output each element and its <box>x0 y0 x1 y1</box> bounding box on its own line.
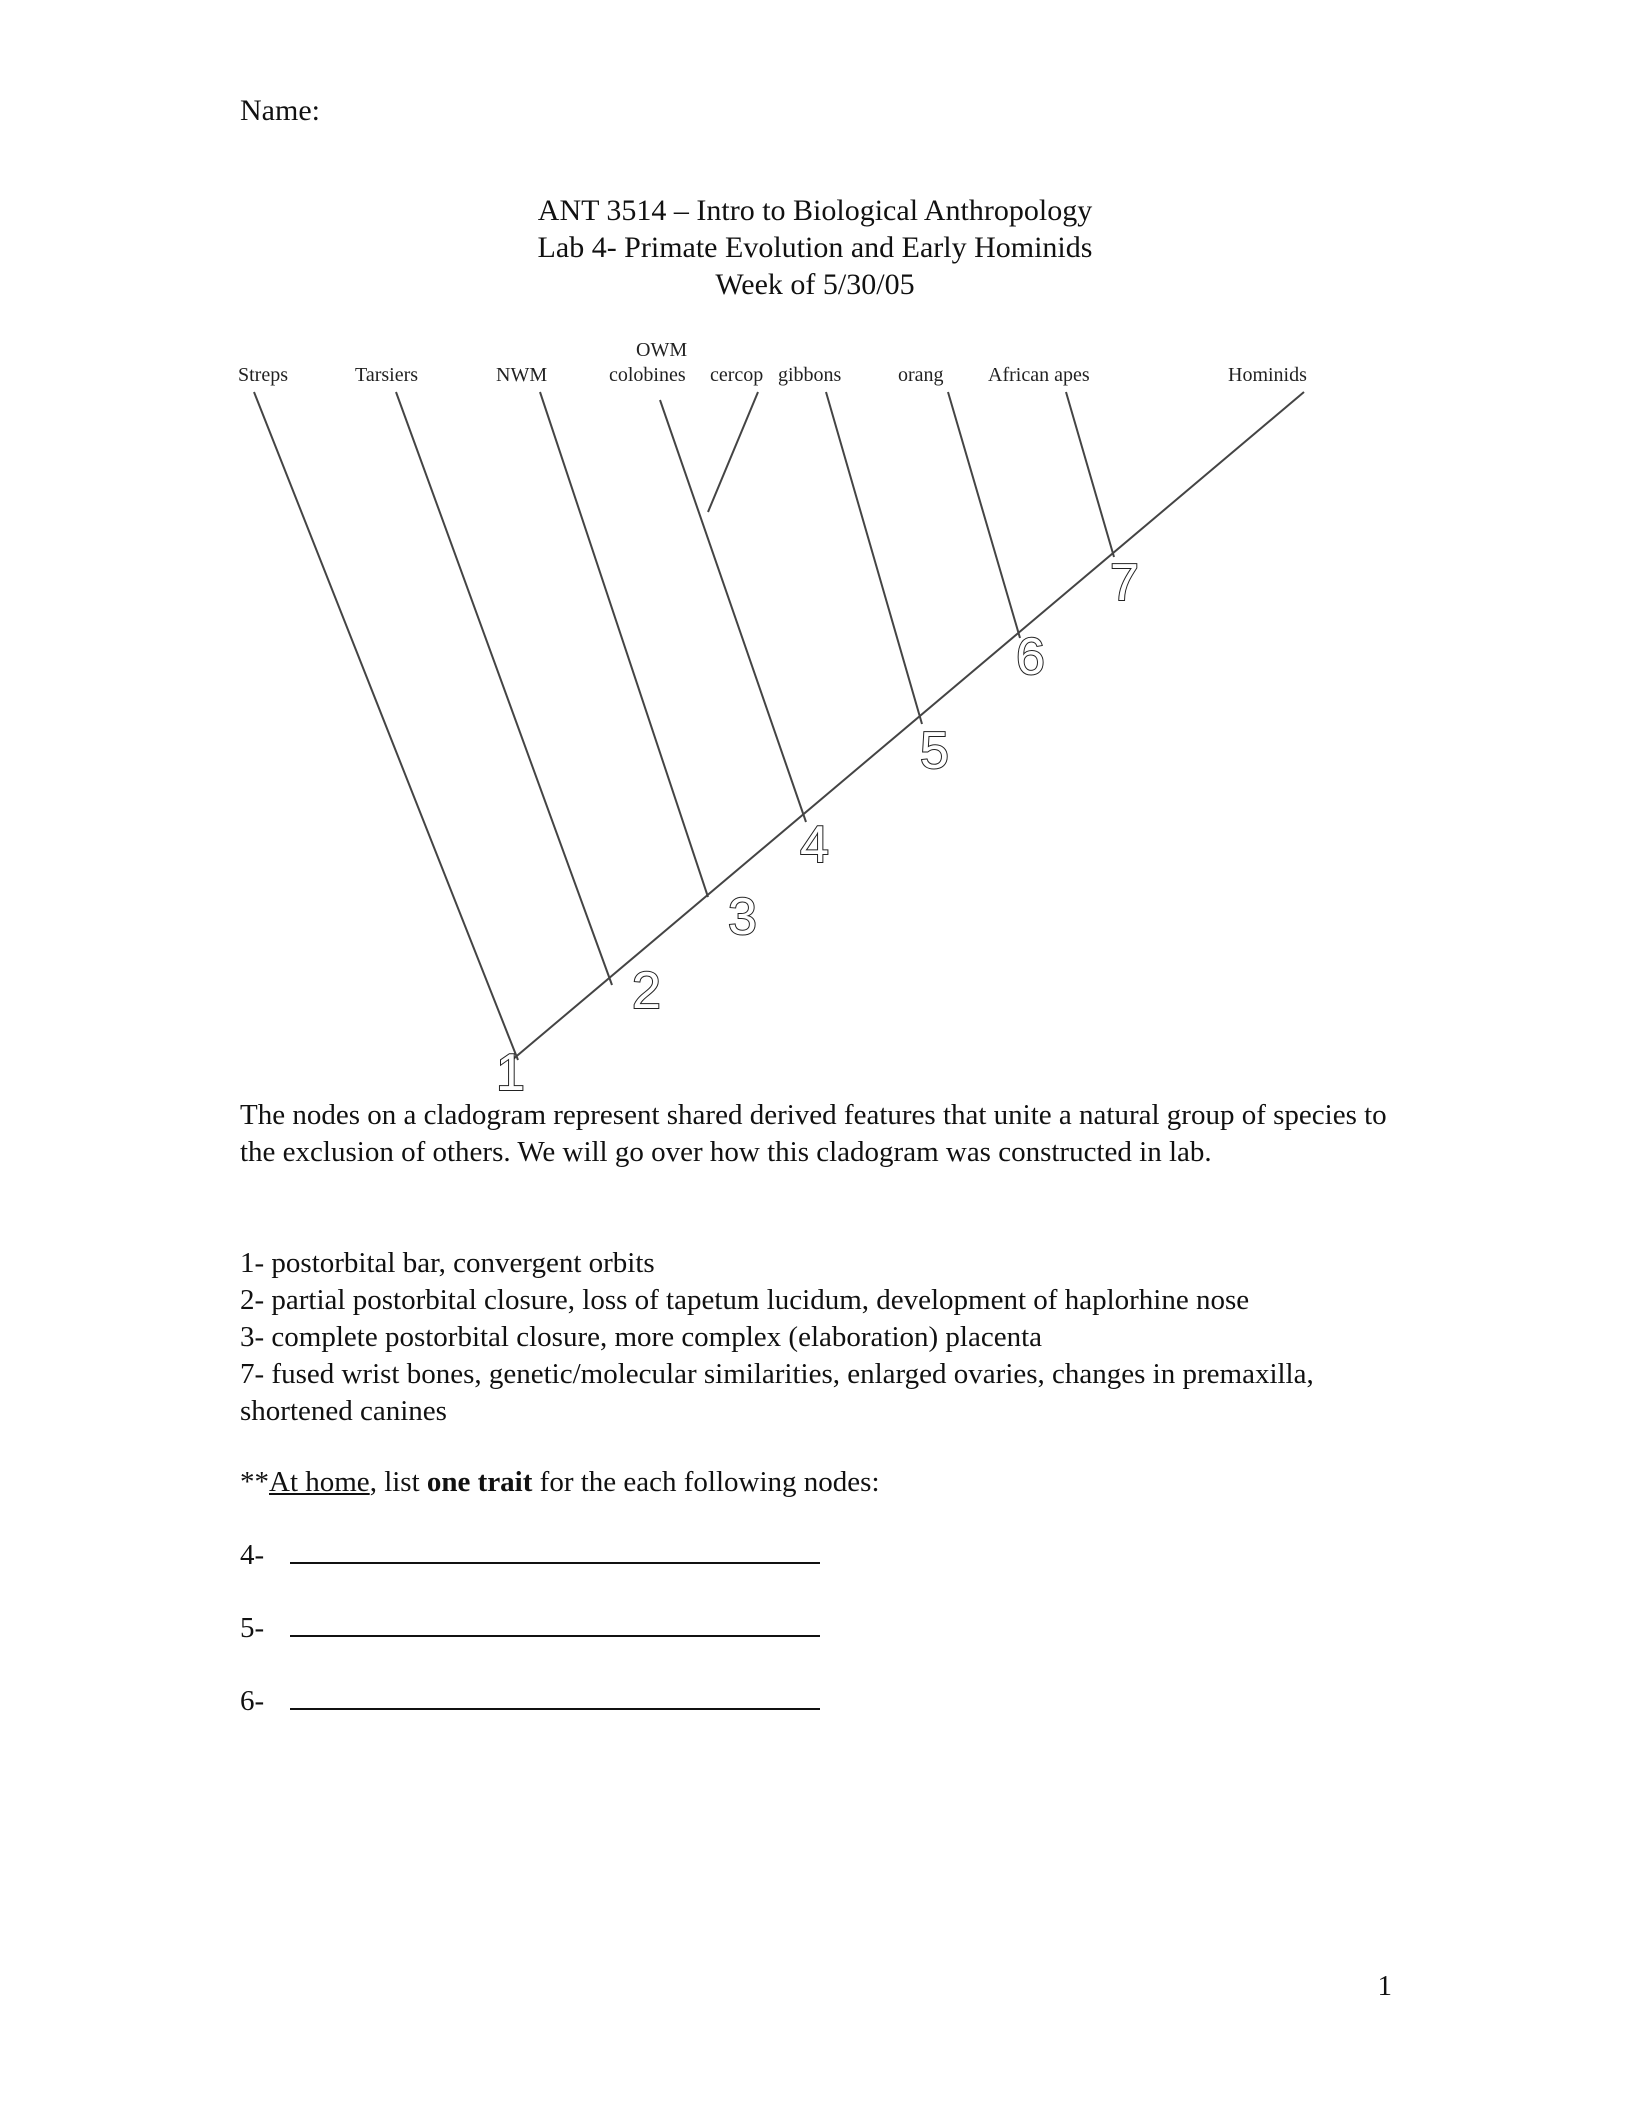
branch-african-apes <box>1066 392 1114 557</box>
main-stem <box>512 392 1304 1060</box>
taxon-label: Hominids <box>1228 364 1307 386</box>
branch-tarsiers <box>396 392 612 985</box>
taxon-label: Tarsiers <box>355 364 419 386</box>
answer-blank-line[interactable] <box>290 1538 820 1564</box>
taxon-label: gibbons <box>778 364 842 386</box>
trait-item: 2- partial postorbital closure, loss of tapetum lucidum, development of haplorhine nose <box>240 1284 1250 1316</box>
branch-streps <box>254 392 518 1060</box>
title-line-lab: Lab 4- Primate Evolution and Early Hominids <box>537 231 1093 264</box>
title-line-course: ANT 3514 – Intro to Biological Anthropology <box>537 194 1093 227</box>
homework-at-home: At home <box>269 1466 370 1498</box>
homework-bold: one trait <box>426 1466 533 1498</box>
node-number: 1 <box>496 1044 525 1100</box>
page-number: 1 <box>1377 1970 1392 2002</box>
answer-blank-line[interactable] <box>290 1611 820 1637</box>
node-traits-list <box>240 1245 1390 1430</box>
branch-owm <box>660 400 806 822</box>
answer-blank-line[interactable] <box>290 1684 820 1710</box>
branch-orang <box>948 392 1020 638</box>
title-line-week: Week of 5/30/05 <box>715 268 915 301</box>
taxon-label: OWM <box>636 339 688 361</box>
intro-paragraph: The nodes on a cladogram represent shared derived features that unite a natural group of species to the exclusion of others. We will go over how this cladogram was constructed in lab. <box>240 1099 1387 1168</box>
answer-label: 4- <box>240 1539 265 1571</box>
homework-suffix: for the each following nodes: <box>532 1466 880 1498</box>
node-number: 2 <box>632 962 661 1020</box>
node-number: 3 <box>728 888 757 946</box>
answer-label: 5- <box>240 1612 265 1644</box>
node-number: 6 <box>1016 628 1045 686</box>
branch-cercop <box>708 392 758 512</box>
answer-row-node-5 <box>240 1611 820 1645</box>
taxon-label: NWM <box>496 364 548 386</box>
trait-item: 3- complete postorbital closure, more complex (elaboration) placenta <box>240 1321 1043 1353</box>
trait-item: 1- postorbital bar, convergent orbits <box>240 1247 655 1279</box>
taxon-label: orang <box>898 364 944 386</box>
branch-gibbons <box>826 392 922 724</box>
taxon-label: colobines <box>609 364 686 386</box>
answer-row-node-6 <box>240 1684 820 1718</box>
taxon-label: Streps <box>238 364 288 386</box>
node-number: 7 <box>1110 554 1139 612</box>
node-number: 4 <box>800 816 829 874</box>
taxon-label: African apes <box>988 364 1090 386</box>
taxon-label: cercop <box>710 364 764 386</box>
homework-instruction <box>240 1466 880 1499</box>
homework-mid: , list <box>369 1466 427 1498</box>
homework-prefix: ** <box>240 1466 269 1498</box>
trait-item: 7- fused wrist bones, genetic/molecular similarities, enlarged ovaries, changes in premaxilla, shortened canines <box>240 1358 1314 1427</box>
answer-row-node-4 <box>240 1538 820 1572</box>
node-number: 5 <box>920 722 949 780</box>
answer-label: 6- <box>240 1685 265 1717</box>
name-field-label: Name: <box>240 94 320 127</box>
